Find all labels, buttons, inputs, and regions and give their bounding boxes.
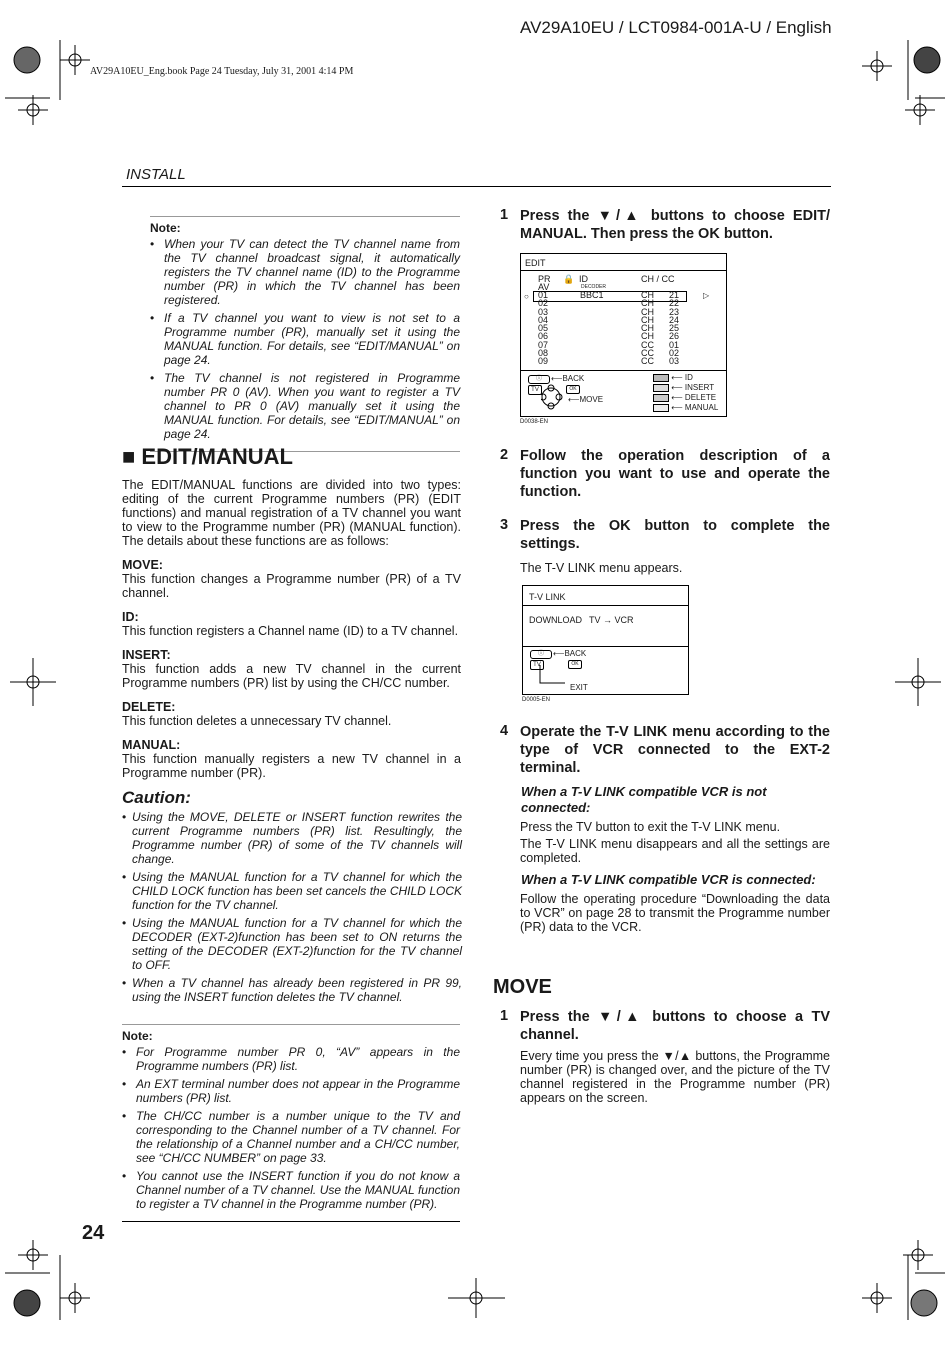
subheading: When a T-V LINK compatible VCR is connected: (521, 872, 816, 887)
channel-row: 07 CC 01 (538, 339, 680, 350)
step-desc: The T-V LINK menu appears. (520, 561, 683, 575)
instruction-text: Follow the operating procedure “Downloading the data to VCR” on page 28 to transmit the Programme number (PR) data to the VCR. (520, 892, 830, 934)
caution-item: • Using the MOVE, DELETE or INSERT function rewrites the current Programme numbers (PR) list. Resultingly, the Programme number (PR) of some of the TV channels will change. (122, 810, 462, 866)
channel-row: 09 CC 03 (538, 356, 680, 367)
function-move (122, 558, 461, 600)
exit-arrow-icon (537, 663, 567, 691)
edit-manual-heading: ■ EDIT/MANUAL (122, 444, 293, 469)
step-text: Press the ▼/▲ buttons to choose a TV channel. (520, 1009, 830, 1043)
function-insert (122, 648, 461, 690)
legend-label: ID (684, 373, 693, 382)
tv-key: TV (528, 385, 542, 395)
decoder-label: DECODER (581, 284, 607, 290)
legend-label: MANUAL (684, 403, 719, 412)
step-text: Press the OK button to complete the settings. (520, 518, 830, 552)
function-manual (122, 738, 461, 780)
note-box-top (150, 216, 460, 452)
color-legend: ⟵ ID ⟵ INSERT ⟵ DELETE ⟵ MANUAL (653, 373, 718, 413)
legend-label: DELETE (684, 393, 717, 402)
instruction-text: Press the TV button to exit the T-V LINK menu. (520, 820, 781, 834)
function-label: MANUAL: (122, 738, 181, 752)
download-label: DOWNLOAD (529, 615, 583, 625)
back-label: ⟵BACK (553, 649, 587, 658)
divider (523, 605, 688, 606)
note-item: • If a TV channel you want to view is not set to a Programme number (PR), manually set it using the MANUAL function. For details, see “EDIT/MANUAL” on page 24. (150, 311, 460, 367)
channel-list (538, 291, 679, 366)
right-arrow-icon: ▷ (703, 291, 710, 300)
function-label: MOVE: (122, 558, 163, 572)
intro-text: The EDIT/MANUAL functions are divided into two types: editing of the current Programme numbers (PR) (EDIT functions) and manual registration of a TV channel you want to view to the Programme number (PR) (MANUAL function). The details about these functions are as follows: (122, 478, 461, 548)
step-number: 2 (500, 447, 509, 463)
figure-code: D0038-EN (520, 419, 549, 425)
note-item: • You cannot use the INSERT function if you do not know a Channel number of a TV channel. Use the MANUAL function to register a TV channel in the Programme number (PR). (122, 1169, 460, 1211)
exit-label: EXIT (570, 683, 588, 692)
edit-menu-screen (520, 253, 727, 417)
channel-row: 06 CH 26 (538, 331, 680, 342)
caution-list (122, 810, 462, 1008)
pointer-icon: ○ (524, 292, 529, 301)
divider (521, 270, 726, 271)
column-chcc: CH / CC (641, 274, 675, 284)
divider (521, 370, 726, 371)
tvlink-menu-screen (522, 585, 689, 695)
ok-key: OK (566, 385, 580, 394)
screen-title: T-V LINK (529, 592, 566, 602)
registration-target-icon (14, 47, 40, 73)
ok-key: OK (568, 660, 582, 669)
channel-row: 01 BBC1 CH 21 (538, 290, 680, 300)
function-label: DELETE: (122, 700, 176, 714)
column-pr: PR (538, 274, 551, 284)
function-label: ID: (122, 610, 139, 624)
step-number: 1 (500, 1008, 509, 1024)
power-key-icon: ⓘ (530, 650, 552, 659)
back-label: ⟵BACK (551, 374, 585, 383)
note-item: • For Programme number PR 0, “AV” appears in the Programme numbers (PR) list. (122, 1045, 460, 1073)
function-text: This function changes a Programme number (PR) of a TV channel. (122, 572, 461, 600)
header-rule (122, 186, 831, 187)
note-item: • When your TV can detect the TV channel name from the TV channel broadcast signal, it automatically registers the TV channel name (ID) to the Programme number (PR) in which the TV channel has been registered. (150, 237, 460, 307)
channel-row: 02 CH 22 (538, 298, 680, 309)
divider (523, 646, 688, 647)
caution-title: Caution: (122, 788, 191, 807)
note-item: • An EXT terminal number does not appear in the Programme numbers (PR) list. (122, 1077, 460, 1105)
subheading: When a T-V LINK compatible VCR is not connected: (521, 784, 767, 815)
column-id: ID (579, 274, 588, 284)
function-text: This function manually registers a new TV channel in a Programme number (PR). (122, 752, 461, 780)
route-label: TV → VCR (589, 615, 634, 625)
note-item: • The TV channel is not registered in Programme number PR 0 (AV). When you want to register a TV channel to PR 0 (AV) manually set it using the MANUAL function. For details, see “EDIT/MANUAL” on page 24. (150, 371, 460, 441)
move-label: ⟵MOVE (568, 395, 604, 404)
function-text: This function adds a new TV channel in the current Programme numbers (PR) list by using the CH/CC number. (122, 662, 461, 690)
step-text: Operate the T-V LINK menu according to the type of VCR connected to the EXT-2 terminal. (520, 724, 830, 776)
legend-swatch (653, 374, 669, 382)
caution-item: • Using the MANUAL function for a TV channel for which the DECODER (EXT-2)function has been set to ON returns the setting of the DECODER (EXT-2)function for the TV channel to OFF. (122, 916, 462, 972)
legend-label: INSERT (684, 383, 715, 392)
page-number: 24 (82, 1222, 105, 1244)
step-number: 1 (500, 207, 509, 223)
tv-key: TV (530, 660, 544, 670)
legend-swatch (653, 404, 669, 412)
move-heading: MOVE (493, 976, 552, 998)
section-title: INSTALL (126, 166, 186, 183)
step-number: 4 (500, 723, 509, 739)
note-title: Note: (150, 221, 181, 235)
step-desc: Every time you press the ▼/▲ buttons, the Programme number (PR) is changed over, and the picture of the TV channel registered in the Programme number (PR) appears on the screen. (520, 1049, 830, 1105)
document-code: AV29A10EU / LCT0984-001A-U / English (520, 18, 832, 37)
step-text: Follow the operation description of a function you want to use and operate the function. (520, 448, 830, 500)
step-number: 3 (500, 517, 509, 533)
figure-code: D0005-EN (522, 697, 551, 703)
function-text: This function deletes a unnecessary TV channel. (122, 714, 392, 728)
av-row: AV (538, 282, 550, 292)
note-title: Note: (122, 1029, 153, 1043)
power-key-icon: ⓘ (528, 375, 550, 384)
function-id (122, 610, 461, 638)
channel-row: 05 CH 25 (538, 323, 680, 334)
caution-item: • When a TV channel has already been registered in PR 99, using the INSERT function deletes the TV channel. (122, 976, 462, 1004)
lock-icon: 🔒 (563, 274, 575, 284)
instruction-text: The T-V LINK menu disappears and all the settings are completed. (520, 837, 830, 865)
channel-row: 04 CH 24 (538, 314, 680, 325)
edit-manual-body (122, 478, 461, 780)
book-info: AV29A10EU_Eng.book Page 24 Tuesday, July 31, 2001 4:14 PM (90, 66, 354, 77)
function-text: This function registers a Channel name (ID) to a TV channel. (122, 624, 459, 638)
legend-swatch (653, 384, 669, 392)
step-text: Press the ▼/▲ buttons to choose EDIT/ MANUAL. Then press the OK button. (520, 208, 830, 242)
channel-row: 03 CH 23 (538, 306, 680, 317)
screen-title: EDIT (525, 258, 546, 268)
function-label: INSERT: (122, 648, 171, 662)
caution-item: • Using the MANUAL function for a TV channel for which the CHILD LOCK function has been set cancels the CHILD LOCK function for the TV channel. (122, 870, 462, 912)
legend-swatch (653, 394, 669, 402)
note-item: • The CH/CC number is a number unique to the TV and corresponding to the Channel number of a TV channel. For the relationship of a Channel number and a CH/CC number, see “CH/CC NUMBER” on page 33. (122, 1109, 460, 1165)
dpad-icon (541, 382, 569, 412)
function-delete (122, 700, 461, 728)
channel-row: 08 CC 02 (538, 348, 680, 359)
note-box-bottom (122, 1024, 460, 1222)
